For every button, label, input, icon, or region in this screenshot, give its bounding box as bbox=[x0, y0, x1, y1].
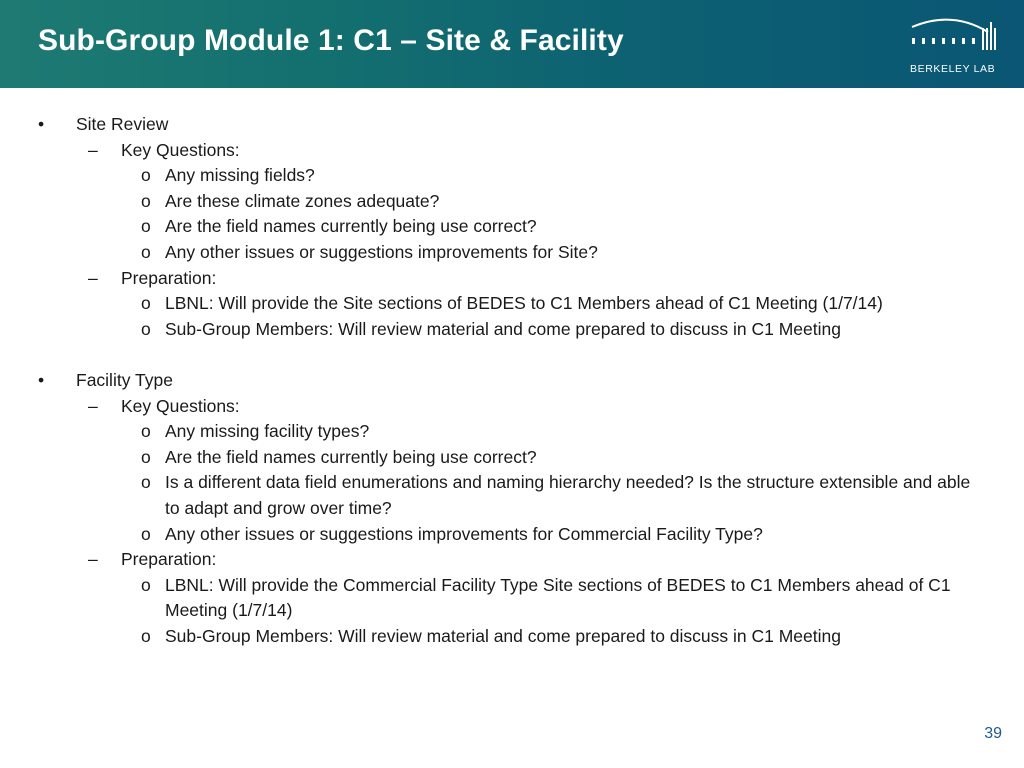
slide-body bbox=[0, 112, 1024, 649]
list-item-text: Are the field names currently being use correct? bbox=[165, 446, 537, 467]
circle-marker: o bbox=[141, 421, 151, 442]
list-item bbox=[0, 317, 1024, 343]
circle-marker: o bbox=[141, 318, 151, 339]
group-key-questions bbox=[0, 138, 1024, 164]
group-label: Key Questions: bbox=[121, 139, 240, 160]
berkeley-lab-logo-icon bbox=[906, 14, 1002, 64]
list-item bbox=[0, 189, 1024, 215]
circle-marker: o bbox=[141, 446, 151, 467]
circle-marker: o bbox=[141, 625, 151, 646]
list-item-text: Are these climate zones adequate? bbox=[165, 190, 440, 211]
bullet-marker: • bbox=[38, 369, 45, 390]
group-preparation bbox=[0, 266, 1024, 292]
group-key-questions bbox=[0, 394, 1024, 420]
list-item-text: LBNL: Will provide the Commercial Facility Type Site sections of BEDES to C1 Members ahead of C1 Meeting (1/7/14) bbox=[165, 574, 951, 621]
dash-marker: – bbox=[88, 267, 98, 288]
section-spacer bbox=[0, 342, 1024, 368]
list-item bbox=[0, 522, 1024, 548]
bullet-marker: • bbox=[38, 114, 45, 134]
circle-marker: o bbox=[141, 190, 151, 211]
dash-marker: – bbox=[88, 395, 98, 416]
list-item-text: Sub-Group Members: Will review material and come prepared to discuss in C1 Meeting bbox=[165, 318, 841, 339]
circle-marker: o bbox=[141, 241, 151, 262]
dash-marker: – bbox=[88, 139, 98, 160]
section-title: Site Review bbox=[76, 114, 169, 134]
list-item-text: Are the field names currently being use correct? bbox=[165, 216, 537, 237]
list-item-text: Is a different data field enumerations and naming hierarchy needed? Is the structure extensible and able to adapt and grow over time? bbox=[165, 472, 971, 518]
list-item-text: Any other issues or suggestions improvements for Commercial Facility Type? bbox=[165, 523, 763, 544]
list-item-text: Any missing fields? bbox=[165, 165, 315, 186]
list-item-text: LBNL: Will provide the Site sections of BEDES to C1 Members ahead of C1 Meeting (1/7/14) bbox=[165, 293, 883, 314]
berkeley-lab-logo bbox=[906, 14, 1002, 78]
list-item bbox=[0, 163, 1024, 189]
list-item bbox=[0, 419, 1024, 445]
dash-marker: – bbox=[88, 549, 98, 570]
logo-text: BERKELEY LAB bbox=[910, 63, 996, 75]
circle-marker: o bbox=[141, 472, 151, 493]
circle-marker: o bbox=[141, 523, 151, 544]
list-item-text: Any other issues or suggestions improvements for Site? bbox=[165, 241, 598, 262]
section-title: Facility Type bbox=[76, 369, 173, 390]
list-item bbox=[0, 470, 1024, 521]
list-item bbox=[0, 214, 1024, 240]
group-label: Key Questions: bbox=[121, 395, 240, 416]
list-item bbox=[0, 291, 1024, 317]
page-number: 39 bbox=[984, 725, 1002, 742]
list-item bbox=[0, 445, 1024, 471]
list-item-text: Sub-Group Members: Will review material and come prepared to discuss in C1 Meeting bbox=[165, 625, 841, 646]
circle-marker: o bbox=[141, 574, 151, 595]
list-item bbox=[0, 624, 1024, 650]
group-label: Preparation: bbox=[121, 267, 217, 288]
list-item-text: Any missing facility types? bbox=[165, 421, 370, 442]
section-facility-type bbox=[0, 368, 1024, 394]
list-item bbox=[0, 573, 1024, 624]
list-item bbox=[0, 240, 1024, 266]
circle-marker: o bbox=[141, 165, 151, 186]
circle-marker: o bbox=[141, 216, 151, 237]
group-preparation bbox=[0, 547, 1024, 573]
slide-header bbox=[0, 0, 1024, 88]
slide-title: Sub-Group Module 1: C1 – Site & Facility bbox=[38, 24, 624, 57]
section-site-review bbox=[0, 112, 1024, 138]
circle-marker: o bbox=[141, 293, 151, 314]
group-label: Preparation: bbox=[121, 549, 217, 570]
